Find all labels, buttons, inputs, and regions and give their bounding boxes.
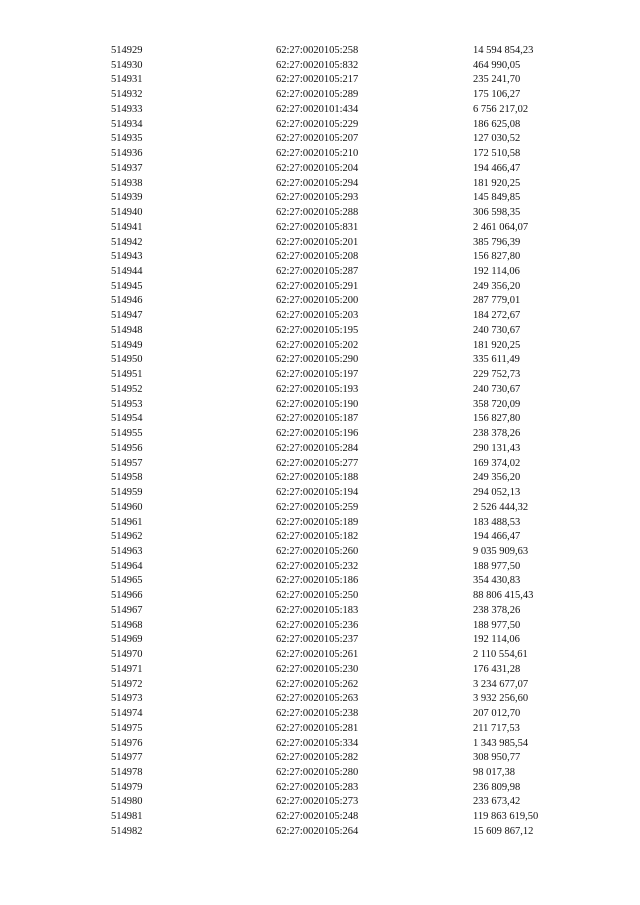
table-row bbox=[0, 191, 640, 206]
row-id: 514955 bbox=[111, 428, 143, 440]
table-row bbox=[0, 648, 640, 663]
table-row bbox=[0, 810, 640, 825]
row-id: 514972 bbox=[111, 678, 143, 690]
table-row bbox=[0, 132, 640, 147]
cadastral-number: 62:27:0020105:282 bbox=[276, 752, 359, 764]
cadastral-value: 464 990,05 bbox=[473, 59, 521, 71]
cadastral-value: 335 611,49 bbox=[473, 354, 520, 366]
cadastral-number: 62:27:0020105:287 bbox=[276, 266, 359, 278]
table-row bbox=[0, 339, 640, 354]
table-row bbox=[0, 692, 640, 707]
row-id: 514976 bbox=[111, 737, 143, 749]
cadastral-number: 62:27:0020105:201 bbox=[276, 236, 359, 248]
row-id: 514940 bbox=[111, 207, 143, 219]
table-row bbox=[0, 280, 640, 295]
row-id: 514942 bbox=[111, 236, 143, 248]
cadastral-number: 62:27:0020105:236 bbox=[276, 619, 359, 631]
cadastral-number: 62:27:0020105:232 bbox=[276, 560, 359, 572]
cadastral-number: 62:27:0020105:217 bbox=[276, 74, 359, 86]
table-row bbox=[0, 781, 640, 796]
cadastral-number: 62:27:0020105:293 bbox=[276, 192, 359, 204]
table-row bbox=[0, 118, 640, 133]
row-id: 514930 bbox=[111, 59, 143, 71]
cadastral-number: 62:27:0020105:277 bbox=[276, 457, 359, 469]
row-id: 514982 bbox=[111, 825, 143, 837]
cadastral-value: 184 272,67 bbox=[473, 310, 521, 322]
table-row bbox=[0, 678, 640, 693]
table-row bbox=[0, 619, 640, 634]
cadastral-value: 3 234 677,07 bbox=[473, 678, 529, 690]
table-row bbox=[0, 162, 640, 177]
cadastral-value: 88 806 415,43 bbox=[473, 590, 534, 602]
cadastral-number: 62:27:0020105:200 bbox=[276, 295, 359, 307]
row-id: 514969 bbox=[111, 634, 143, 646]
table-row bbox=[0, 294, 640, 309]
row-id: 514962 bbox=[111, 531, 143, 543]
cadastral-value: 306 598,35 bbox=[473, 207, 521, 219]
table-row bbox=[0, 560, 640, 575]
cadastral-number: 62:27:0020105:334 bbox=[276, 737, 359, 749]
table-row bbox=[0, 221, 640, 236]
cadastral-value: 15 609 867,12 bbox=[473, 825, 534, 837]
cadastral-number: 62:27:0020105:207 bbox=[276, 133, 359, 145]
cadastral-number: 62:27:0020105:204 bbox=[276, 162, 359, 174]
cadastral-number: 62:27:0020105:831 bbox=[276, 221, 359, 233]
table-row bbox=[0, 73, 640, 88]
row-id: 514957 bbox=[111, 457, 143, 469]
cadastral-number: 62:27:0020105:195 bbox=[276, 324, 359, 336]
cadastral-value-table bbox=[0, 44, 640, 840]
cadastral-value: 240 730,67 bbox=[473, 324, 521, 336]
cadastral-value: 287 779,01 bbox=[473, 295, 521, 307]
table-row bbox=[0, 309, 640, 324]
table-row bbox=[0, 368, 640, 383]
cadastral-value: 172 510,58 bbox=[473, 148, 521, 160]
row-id: 514938 bbox=[111, 177, 143, 189]
cadastral-number: 62:27:0020105:182 bbox=[276, 531, 359, 543]
row-id: 514952 bbox=[111, 383, 143, 395]
table-row bbox=[0, 737, 640, 752]
row-id: 514963 bbox=[111, 545, 143, 557]
row-id: 514971 bbox=[111, 663, 143, 675]
cadastral-value: 6 756 217,02 bbox=[473, 103, 529, 115]
row-id: 514953 bbox=[111, 398, 143, 410]
row-id: 514931 bbox=[111, 74, 143, 86]
table-row bbox=[0, 236, 640, 251]
table-row bbox=[0, 795, 640, 810]
cadastral-value: 3 932 256,60 bbox=[473, 693, 529, 705]
cadastral-number: 62:27:0020105:259 bbox=[276, 501, 359, 513]
cadastral-number: 62:27:0020105:280 bbox=[276, 766, 359, 778]
cadastral-value: 192 114,06 bbox=[473, 266, 520, 278]
cadastral-number: 62:27:0020105:291 bbox=[276, 280, 359, 292]
cadastral-number: 62:27:0020105:263 bbox=[276, 693, 359, 705]
table-row bbox=[0, 722, 640, 737]
table-row bbox=[0, 501, 640, 516]
row-id: 514932 bbox=[111, 89, 143, 101]
table-row bbox=[0, 59, 640, 74]
cadastral-number: 62:27:0020105:202 bbox=[276, 339, 359, 351]
cadastral-value: 156 827,80 bbox=[473, 251, 521, 263]
cadastral-number: 62:27:0020105:208 bbox=[276, 251, 359, 263]
row-id: 514936 bbox=[111, 148, 143, 160]
table-row bbox=[0, 250, 640, 265]
row-id: 514933 bbox=[111, 103, 143, 115]
row-id: 514977 bbox=[111, 752, 143, 764]
row-id: 514939 bbox=[111, 192, 143, 204]
row-id: 514960 bbox=[111, 501, 143, 513]
cadastral-value: 175 106,27 bbox=[473, 89, 521, 101]
row-id: 514935 bbox=[111, 133, 143, 145]
row-id: 514979 bbox=[111, 781, 143, 793]
cadastral-value: 238 378,26 bbox=[473, 604, 521, 616]
cadastral-number: 62:27:0020105:194 bbox=[276, 487, 359, 499]
table-row bbox=[0, 88, 640, 103]
cadastral-number: 62:27:0020105:281 bbox=[276, 722, 359, 734]
cadastral-number: 62:27:0020105:294 bbox=[276, 177, 359, 189]
cadastral-value: 188 977,50 bbox=[473, 619, 521, 631]
cadastral-value: 188 977,50 bbox=[473, 560, 521, 572]
cadastral-value: 2 110 554,61 bbox=[473, 649, 528, 661]
cadastral-value: 308 950,77 bbox=[473, 752, 521, 764]
cadastral-value: 181 920,25 bbox=[473, 177, 521, 189]
cadastral-value: 385 796,39 bbox=[473, 236, 521, 248]
cadastral-value: 249 356,20 bbox=[473, 280, 521, 292]
cadastral-value: 1 343 985,54 bbox=[473, 737, 529, 749]
row-id: 514937 bbox=[111, 162, 143, 174]
row-id: 514954 bbox=[111, 413, 143, 425]
cadastral-number: 62:27:0020105:189 bbox=[276, 516, 359, 528]
cadastral-number: 62:27:0020105:284 bbox=[276, 442, 359, 454]
cadastral-number: 62:27:0020105:261 bbox=[276, 649, 359, 661]
cadastral-value: 169 374,02 bbox=[473, 457, 521, 469]
table-row bbox=[0, 442, 640, 457]
cadastral-value: 294 052,13 bbox=[473, 487, 521, 499]
row-id: 514978 bbox=[111, 766, 143, 778]
row-id: 514959 bbox=[111, 487, 143, 499]
row-id: 514950 bbox=[111, 354, 143, 366]
cadastral-number: 62:27:0020105:237 bbox=[276, 634, 359, 646]
row-id: 514941 bbox=[111, 221, 143, 233]
row-id: 514981 bbox=[111, 811, 143, 823]
cadastral-number: 62:27:0020105:193 bbox=[276, 383, 359, 395]
table-row bbox=[0, 530, 640, 545]
cadastral-value: 249 356,20 bbox=[473, 472, 521, 484]
cadastral-value: 14 594 854,23 bbox=[473, 45, 534, 56]
cadastral-number: 62:27:0020105:290 bbox=[276, 354, 359, 366]
table-row bbox=[0, 471, 640, 486]
cadastral-number: 62:27:0020105:264 bbox=[276, 825, 359, 837]
cadastral-value: 98 017,38 bbox=[473, 766, 515, 778]
table-row bbox=[0, 604, 640, 619]
table-row bbox=[0, 486, 640, 501]
row-id: 514968 bbox=[111, 619, 143, 631]
row-id: 514949 bbox=[111, 339, 143, 351]
cadastral-value: 290 131,43 bbox=[473, 442, 521, 454]
cadastral-number: 62:27:0020105:186 bbox=[276, 575, 359, 587]
row-id: 514975 bbox=[111, 722, 143, 734]
cadastral-number: 62:27:0020105:238 bbox=[276, 708, 359, 720]
row-id: 514965 bbox=[111, 575, 143, 587]
table-row bbox=[0, 589, 640, 604]
table-row bbox=[0, 177, 640, 192]
cadastral-number: 62:27:0020105:230 bbox=[276, 663, 359, 675]
cadastral-value: 119 863 619,50 bbox=[473, 811, 539, 823]
cadastral-value: 2 461 064,07 bbox=[473, 221, 529, 233]
cadastral-number: 62:27:0020105:196 bbox=[276, 428, 359, 440]
table-row bbox=[0, 766, 640, 781]
cadastral-number: 62:27:0020105:183 bbox=[276, 604, 359, 616]
table-row bbox=[0, 545, 640, 560]
cadastral-number: 62:27:0020105:273 bbox=[276, 796, 359, 808]
cadastral-value: 194 466,47 bbox=[473, 531, 521, 543]
table-row bbox=[0, 825, 640, 840]
row-id: 514948 bbox=[111, 324, 143, 336]
row-id: 514961 bbox=[111, 516, 143, 528]
cadastral-value: 240 730,67 bbox=[473, 383, 521, 395]
row-id: 514946 bbox=[111, 295, 143, 307]
row-id: 514947 bbox=[111, 310, 143, 322]
table-row bbox=[0, 206, 640, 221]
row-id: 514944 bbox=[111, 266, 143, 278]
row-id: 514934 bbox=[111, 118, 143, 130]
row-id: 514951 bbox=[111, 369, 143, 381]
row-id: 514956 bbox=[111, 442, 143, 454]
cadastral-value: 183 488,53 bbox=[473, 516, 521, 528]
cadastral-value: 2 526 444,32 bbox=[473, 501, 529, 513]
cadastral-number: 62:27:0020105:188 bbox=[276, 472, 359, 484]
table-row bbox=[0, 353, 640, 368]
table-row bbox=[0, 427, 640, 442]
cadastral-value: 238 378,26 bbox=[473, 428, 521, 440]
table-row bbox=[0, 633, 640, 648]
row-id: 514970 bbox=[111, 649, 143, 661]
row-id: 514980 bbox=[111, 796, 143, 808]
table-row bbox=[0, 265, 640, 280]
cadastral-value: 9 035 909,63 bbox=[473, 545, 529, 557]
row-id: 514967 bbox=[111, 604, 143, 616]
cadastral-value: 229 752,73 bbox=[473, 369, 521, 381]
cadastral-value: 127 030,52 bbox=[473, 133, 521, 145]
table-row bbox=[0, 398, 640, 413]
table-row bbox=[0, 574, 640, 589]
cadastral-value: 186 625,08 bbox=[473, 118, 521, 130]
cadastral-value: 145 849,85 bbox=[473, 192, 521, 204]
cadastral-number: 62:27:0020105:187 bbox=[276, 413, 359, 425]
cadastral-number: 62:27:0020105:262 bbox=[276, 678, 359, 690]
cadastral-number: 62:27:0020105:289 bbox=[276, 89, 359, 101]
cadastral-number: 62:27:0020101:434 bbox=[276, 103, 359, 115]
table-row bbox=[0, 707, 640, 722]
table-row bbox=[0, 324, 640, 339]
cadastral-value: 207 012,70 bbox=[473, 708, 521, 720]
cadastral-number: 62:27:0020105:197 bbox=[276, 369, 359, 381]
row-id: 514958 bbox=[111, 472, 143, 484]
cadastral-value: 233 673,42 bbox=[473, 796, 521, 808]
cadastral-number: 62:27:0020105:250 bbox=[276, 590, 359, 602]
row-id: 514945 bbox=[111, 280, 143, 292]
row-id: 514943 bbox=[111, 251, 143, 263]
cadastral-value: 181 920,25 bbox=[473, 339, 521, 351]
table-row bbox=[0, 751, 640, 766]
cadastral-number: 62:27:0020105:260 bbox=[276, 545, 359, 557]
row-id: 514964 bbox=[111, 560, 143, 572]
cadastral-value: 354 430,83 bbox=[473, 575, 521, 587]
cadastral-number: 62:27:0020105:248 bbox=[276, 811, 359, 823]
table-row bbox=[0, 147, 640, 162]
cadastral-number: 62:27:0020105:258 bbox=[276, 45, 359, 56]
cadastral-number: 62:27:0020105:283 bbox=[276, 781, 359, 793]
table-row bbox=[0, 383, 640, 398]
cadastral-value: 192 114,06 bbox=[473, 634, 520, 646]
table-row bbox=[0, 103, 640, 118]
cadastral-value: 176 431,28 bbox=[473, 663, 521, 675]
cadastral-value: 156 827,80 bbox=[473, 413, 521, 425]
table-row bbox=[0, 516, 640, 531]
table-row bbox=[0, 457, 640, 472]
cadastral-value: 358 720,09 bbox=[473, 398, 521, 410]
table-row bbox=[0, 663, 640, 678]
cadastral-number: 62:27:0020105:229 bbox=[276, 118, 359, 130]
cadastral-value: 236 809,98 bbox=[473, 781, 521, 793]
table-row bbox=[0, 412, 640, 427]
cadastral-number: 62:27:0020105:203 bbox=[276, 310, 359, 322]
cadastral-value: 211 717,53 bbox=[473, 722, 520, 734]
cadastral-number: 62:27:0020105:190 bbox=[276, 398, 359, 410]
row-id: 514966 bbox=[111, 590, 143, 602]
cadastral-number: 62:27:0020105:288 bbox=[276, 207, 359, 219]
row-id: 514974 bbox=[111, 708, 143, 720]
cadastral-number: 62:27:0020105:210 bbox=[276, 148, 359, 160]
row-id: 514973 bbox=[111, 693, 143, 705]
row-id: 514929 bbox=[111, 45, 143, 56]
cadastral-number: 62:27:0020105:832 bbox=[276, 59, 359, 71]
cadastral-value: 235 241,70 bbox=[473, 74, 521, 86]
table-row bbox=[0, 44, 640, 59]
cadastral-value: 194 466,47 bbox=[473, 162, 521, 174]
